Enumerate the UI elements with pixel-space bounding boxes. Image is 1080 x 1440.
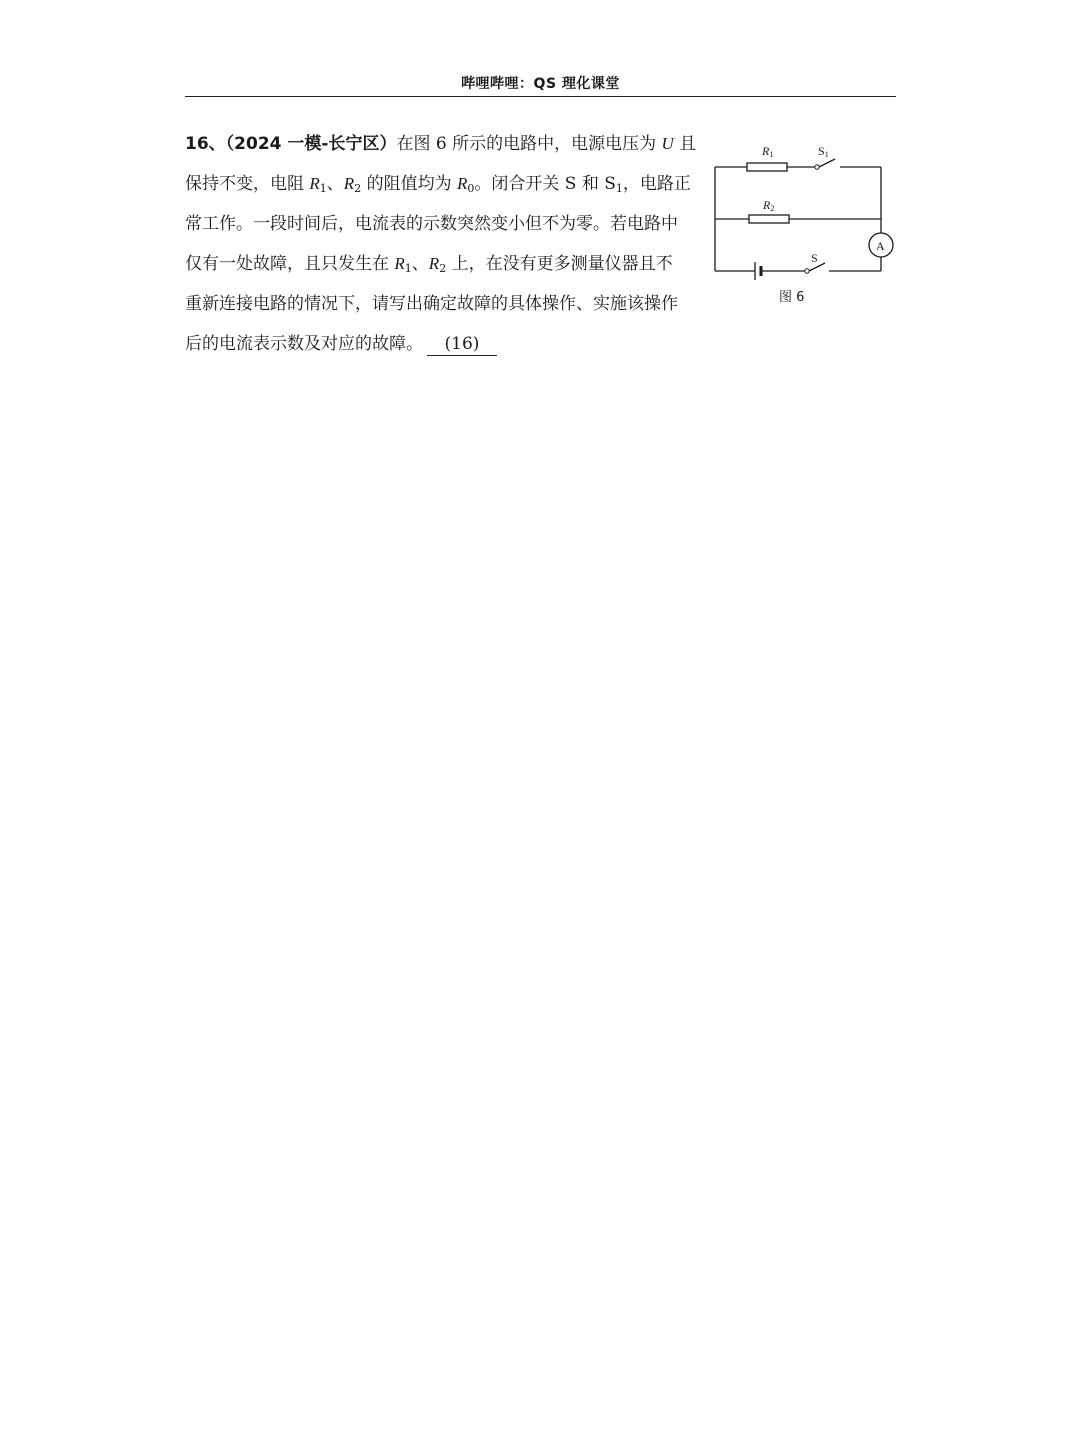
question-text: 、 [411,254,429,274]
question-number: 16、 [185,134,226,154]
subscript: 2 [439,262,447,275]
subscript: 0 [467,182,475,195]
switch-s1-blade [819,159,835,167]
resistor-r1 [747,163,787,171]
s1-label: S1 [818,144,829,159]
r2-label: R2 [763,198,775,213]
question-text: 后的电流表示数及对应的故障。 [185,334,423,354]
voltage-symbol: U [661,134,674,153]
question-text: ，电路正 [622,174,691,194]
question-line-2 [185,164,705,204]
figure-caption: 图 6 [779,290,805,305]
question-line-5: 重新连接电路的情况下，请写出确定故障的具体操作、实施该操作 [185,294,678,314]
subscript: 1 [404,262,412,275]
question-text: 保持不变，电阻 [185,174,310,194]
question-line-3: 常工作。一段时间后，电流表的示数突然变小但不为零。若电路中 [185,214,678,234]
question-source: （2024 一模-长宁区） [225,134,397,154]
resistor-r2 [749,215,789,223]
circuit-diagram [708,136,898,312]
question-line-6 [185,324,705,364]
question-text: 且 [673,134,697,154]
question-line-1 [185,124,705,164]
switch-s1-contact [815,165,819,169]
page-header: 哔哩哔哩：QS 理化课堂 [461,76,620,92]
subscript: 2 [354,182,362,195]
question-text: 仅有一处故障，且只发生在 [185,254,395,274]
resistor-symbol: R [343,174,355,193]
answer-blank[interactable]: (16) [427,333,497,356]
ammeter-label: A [876,239,885,253]
question-text: 。闭合开关 S 和 S [474,174,616,194]
switch-s-contact [805,269,809,273]
resistor-symbol: R [394,254,405,273]
resistor-symbol: R [309,174,320,193]
resistor-symbol: R [457,174,468,193]
r1-label: R1 [762,144,774,159]
question-text: 、 [326,174,344,194]
question-text: 的阻值均为 [361,174,457,194]
question-line-4 [185,244,705,284]
question-text: 在图 6 所示的电路中，电源电压为 [396,134,662,154]
s-label: S [811,251,818,265]
subscript: 1 [319,182,327,195]
question-16 [185,124,705,364]
resistor-symbol: R [428,254,440,273]
header-rule [185,96,896,97]
question-text: 上，在没有更多测量仪器且不 [446,254,673,274]
subscript: 1 [615,182,623,195]
circuit-svg [708,136,898,312]
